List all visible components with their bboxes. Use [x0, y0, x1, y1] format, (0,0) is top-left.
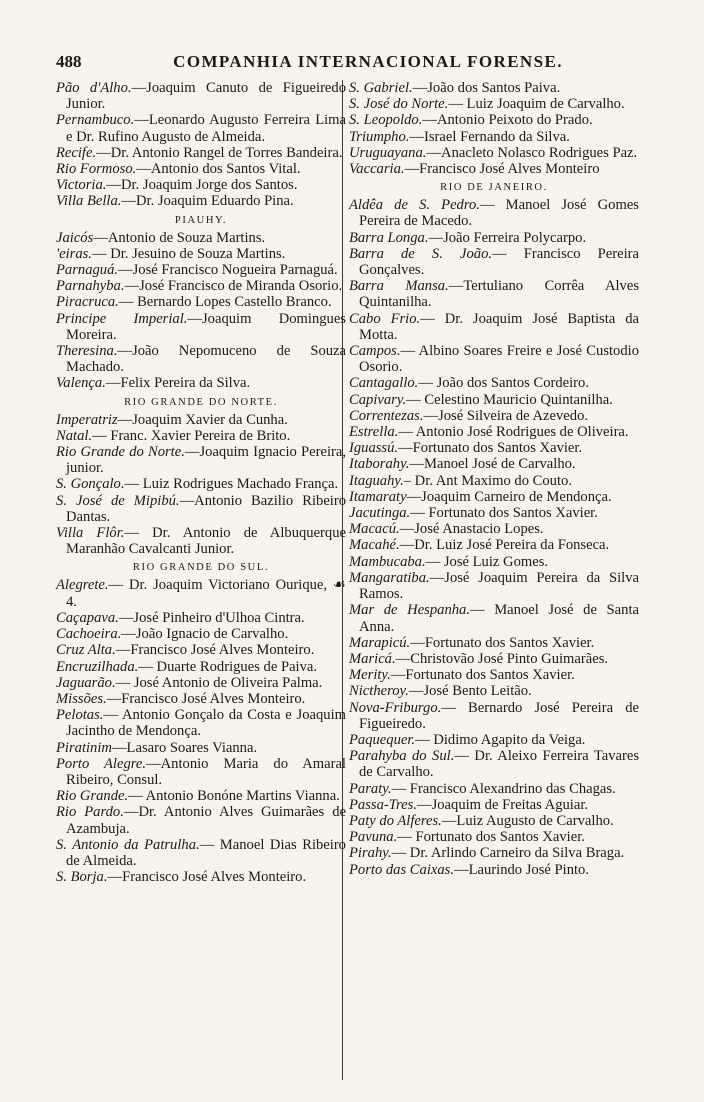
directory-entry: [349, 145, 639, 161]
directory-entry: [349, 96, 639, 112]
place-name: Principe Imperial.: [56, 310, 188, 327]
section-heading: RIO DE JANEIRO.: [440, 182, 548, 194]
right-column: [349, 80, 639, 878]
directory-entry: [56, 375, 346, 391]
directory-entry: [56, 525, 346, 557]
representative-name: —Leonardo Augusto Ferreira Lima e Dr. Rufino Augusto de Almeida.: [66, 112, 346, 145]
directory-entry: [349, 392, 639, 408]
representative-name: — Fortunato dos Santos Xavier.: [410, 505, 598, 522]
place-name: Mar de Hespanha.: [349, 602, 470, 619]
directory-entry: [349, 813, 639, 829]
place-name: Natal.: [56, 427, 93, 444]
place-name: Cabo Frio.: [349, 310, 421, 327]
place-name: S. Borja.: [56, 869, 108, 886]
place-name: Pão d'Alho.: [56, 80, 132, 96]
directory-entry: [56, 80, 346, 112]
place-name: S. José do Norte.: [349, 96, 449, 113]
representative-name: — Antonio José Rodrigues de Oliveira.: [398, 424, 629, 441]
directory-entry: [56, 145, 346, 161]
representative-name: —Manoel José de Carvalho.: [409, 456, 576, 473]
representative-name: — Manoel José Gomes Pereira de Macedo.: [359, 197, 639, 230]
page-number: 488: [56, 52, 82, 71]
representative-name: — Bernardo José Pereira de Figueiredo.: [359, 699, 639, 732]
directory-entry: [349, 230, 639, 246]
representative-name: — Francisco Alexandrino das Chagas.: [391, 780, 616, 797]
representative-name: —Joaquim Xavier da Cunha.: [117, 411, 288, 428]
directory-entry: [349, 456, 639, 472]
running-title: COMPANHIA INTERNACIONAL FORENSE.: [173, 52, 563, 71]
representative-name: —Antonio de Souza Martins.: [93, 229, 266, 246]
place-name: Uruguayana.: [349, 144, 427, 161]
directory-entry: [349, 554, 639, 570]
representative-name: —Antonio Maria do Amaral Ribeiro, Consul.: [66, 755, 346, 788]
directory-entry: [349, 197, 639, 229]
directory-entry: [349, 700, 639, 732]
representative-name: — Dr. Joaquim Victoriano Ourique, ☙ 4.: [66, 577, 346, 610]
representative-name: —Anacleto Nolasco Rodrigues Paz.: [426, 144, 638, 161]
representative-name: — Dr. Arlindo Carneiro da Silva Braga.: [391, 845, 625, 862]
representative-name: —Antonio Peixoto do Prado.: [422, 112, 593, 129]
place-name: Campos.: [349, 343, 401, 360]
place-name: Recife.: [56, 144, 97, 161]
representative-name: —Fortunato dos Santos Xavier.: [390, 667, 575, 684]
place-name: Barra Mansa.: [349, 278, 449, 295]
place-name: Pavuna.: [349, 829, 398, 846]
page-header: [56, 52, 646, 76]
representative-name: — João dos Santos Cordeiro.: [418, 375, 589, 392]
directory-entry: [349, 635, 639, 651]
directory-entry: [349, 161, 639, 177]
place-name: Cantagallo.: [349, 375, 419, 392]
representative-name: —Joaquim Domingues Moreira.: [66, 310, 346, 343]
place-name: Barra Longa.: [349, 229, 429, 246]
place-name: Imperatriz: [56, 411, 118, 428]
place-name: Paquequer.: [349, 731, 416, 748]
place-name: Mangaratiba.: [349, 569, 430, 586]
directory-entry: [56, 642, 346, 658]
representative-name: —Lasaro Soares Vianna.: [111, 739, 258, 756]
place-name: Porto das Caixas.: [349, 861, 454, 878]
directory-entry: [56, 493, 346, 525]
place-name: Barra de S. João.: [349, 245, 493, 262]
representative-name: —Laurindo José Pinto.: [454, 861, 589, 878]
place-name: Alegrete.: [56, 577, 109, 594]
place-name: Macahé.: [349, 537, 400, 554]
representative-name: —Felix Pereira da Silva.: [105, 375, 251, 392]
representative-name: —Antonio Bazilio Ribeiro Dantas.: [66, 492, 347, 525]
place-name: Rio Grande do Norte.: [56, 444, 185, 461]
directory-entry: [56, 691, 346, 707]
place-name: Cruz Alta.: [56, 642, 116, 659]
directory-entry: [349, 781, 639, 797]
representative-name: —Israel Fernando da Silva.: [409, 128, 570, 145]
representative-name: —José Anastacio Lopes.: [399, 521, 544, 538]
directory-entry: [349, 683, 639, 699]
directory-entry: [56, 610, 346, 626]
representative-name: — Antonio Bonóne Martins Vianna.: [128, 788, 340, 805]
directory-entry: [349, 797, 639, 813]
directory-entry: [56, 294, 346, 310]
directory-entry: [349, 570, 639, 602]
directory-entry: [56, 412, 346, 428]
representative-name: — Dr. Jesuino de Souza Martins.: [91, 245, 286, 262]
directory-entry: [56, 278, 346, 294]
directory-entry: [56, 804, 346, 836]
place-name: Encruzilhada.: [56, 658, 139, 675]
directory-entry: [56, 756, 346, 788]
directory-entry: [56, 626, 346, 642]
place-name: Vaccaria.: [349, 161, 405, 178]
directory-entry: [349, 667, 639, 683]
directory-entry: [349, 829, 639, 845]
place-name: Nictheroy.: [349, 683, 409, 700]
representative-name: —Antonio dos Santos Vital.: [136, 161, 301, 178]
representative-name: —Francisco José Alves Monteiro: [404, 161, 600, 178]
place-name: Mambucaba.: [349, 553, 426, 570]
place-name: Nova-Friburgo.: [349, 699, 442, 716]
representative-name: —Luiz Augusto de Carvalho.: [441, 812, 614, 829]
representative-name: —José Joaquim Pereira da Silva Ramos.: [359, 569, 639, 603]
directory-entry: [349, 489, 639, 505]
representative-name: —José Francisco Nogueira Parnaguá.: [118, 262, 338, 279]
place-name: Valença.: [56, 375, 106, 392]
directory-entry: [56, 476, 346, 492]
directory-entry: [349, 129, 639, 145]
directory-entry: [56, 675, 346, 691]
directory-entry: [349, 862, 639, 878]
place-name: Aldêa de S. Pedro.: [349, 197, 480, 214]
representative-name: — Celestino Mauricio Quintanilha.: [406, 391, 613, 408]
representative-name: — Manoel José de Santa Anna.: [359, 602, 639, 635]
place-name: Iguassú.: [349, 440, 399, 457]
representative-name: — Dr. Aleixo Ferreira Tavares de Carvalho.: [359, 748, 639, 781]
directory-entry: [349, 424, 639, 440]
left-column: [56, 80, 346, 885]
place-name: Cachoeira.: [56, 626, 122, 643]
place-name: Rio Formoso.: [56, 161, 137, 178]
representative-name: — Dr. Joaquim José Baptista da Motta.: [359, 310, 639, 343]
place-name: Parnaguá.: [56, 262, 119, 279]
directory-entry: [56, 193, 346, 209]
representative-name: —Dr. Joaquim Jorge dos Santos.: [106, 177, 298, 194]
place-name: Jacutinga.: [349, 505, 411, 522]
representative-name: — Didimo Agapito da Veiga.: [415, 731, 586, 748]
place-name: Capivary.: [349, 391, 407, 408]
representative-name: —Dr. Antonio Alves Guimarães de Azambuja.: [66, 804, 346, 837]
representative-name: — Dr. Antonio de Albuquerque Maranhão Cavalcanti Junior.: [66, 525, 346, 558]
representative-name: —Dr. Joaquim Eduardo Pina.: [121, 193, 294, 210]
place-name: 'eiras.: [56, 245, 92, 262]
representative-name: —João Ferreira Polycarpo.: [428, 229, 587, 246]
representative-name: —José Bento Leitão.: [408, 683, 532, 700]
directory-entry: [349, 505, 639, 521]
directory-entry: [349, 311, 639, 343]
place-name: Macacú.: [349, 521, 400, 538]
representative-name: —Joaquim Canuto de Figueiredo Junior.: [66, 80, 346, 113]
directory-entry: [349, 845, 639, 861]
place-name: Paraty.: [349, 780, 392, 797]
section-heading: RIO GRANDE DO SUL.: [132, 562, 270, 574]
representative-name: —João Ignacio de Carvalho.: [121, 626, 289, 643]
representative-name: —José Silveira de Azevedo.: [423, 407, 589, 424]
representative-name: —Joaquim Carneiro de Mendonça.: [406, 488, 612, 505]
representative-name: — Antonio Gonçalo da Costa e Joaquim Jacintho de Mendonça.: [66, 707, 346, 740]
representative-name: —João Nepomuceno de Souza Machado.: [66, 343, 346, 376]
place-name: Piracruca.: [56, 294, 119, 311]
place-name: S. José de Mipibú.: [56, 492, 180, 509]
representative-name: – Dr. Ant Maximo do Couto.: [403, 472, 572, 489]
representative-name: — Albino Soares Freire e José Custodio Osorio.: [359, 343, 639, 376]
place-name: S. Antonio da Patrulha.: [56, 836, 200, 853]
directory-entry: [349, 473, 639, 489]
directory-entry: [56, 788, 346, 804]
directory-entry: [349, 748, 639, 780]
directory-entry: [56, 112, 346, 144]
directory-entry: [349, 375, 639, 391]
place-name: Theresina.: [56, 343, 118, 360]
representative-name: —João dos Santos Paiva.: [412, 80, 561, 96]
representative-name: —Joaquim de Freitas Aguiar.: [416, 796, 589, 813]
directory-entry: [56, 343, 346, 375]
representative-name: —José Pinheiro d'Ulhoa Cintra.: [118, 609, 305, 626]
place-name: Piratinim: [56, 739, 112, 756]
directory-entry: [56, 262, 346, 278]
directory-entry: [56, 740, 346, 756]
place-name: Estrella.: [349, 424, 399, 441]
place-name: Maricá.: [349, 650, 396, 667]
directory-entry: [349, 112, 639, 128]
directory-entry: [349, 278, 639, 310]
representative-name: —Francisco José Alves Monteiro.: [106, 690, 306, 707]
place-name: Passa-Tres.: [349, 796, 417, 813]
place-name: Merity.: [349, 667, 391, 684]
directory-entry: [56, 444, 346, 476]
directory-entry: [56, 230, 346, 246]
place-name: Parahyba do Sul.: [349, 748, 455, 765]
place-name: Victoria.: [56, 177, 107, 194]
directory-entry: [56, 161, 346, 177]
representative-name: — Luiz Joaquim de Carvalho.: [448, 96, 625, 113]
representative-name: —Francisco José Alves Monteiro.: [115, 642, 315, 659]
place-name: Jaguarão.: [56, 674, 116, 691]
place-name: Jaicós: [56, 229, 94, 246]
place-name: Triumpho.: [349, 128, 410, 145]
representative-name: — Franc. Xavier Pereira de Brito.: [92, 427, 291, 444]
directory-entry: [56, 311, 346, 343]
place-name: Marapicú.: [349, 634, 411, 651]
place-name: Rio Pardo.: [56, 804, 124, 821]
directory-entry: [56, 428, 346, 444]
place-name: Parnahyba.: [56, 278, 125, 295]
representative-name: — José Luiz Gomes.: [425, 553, 549, 570]
representative-name: —Tertuliano Corrêa Alves Quintanilha.: [359, 278, 640, 311]
place-name: Caçapava.: [56, 609, 119, 626]
place-name: S. Leopoldo.: [349, 112, 423, 129]
representative-name: —Dr. Luiz José Pereira da Fonseca.: [399, 537, 610, 554]
directory-entry: [349, 343, 639, 375]
section-heading: RIO GRANDE DO NORTE.: [124, 396, 278, 408]
representative-name: —José Francisco de Miranda Osorio.: [124, 278, 343, 295]
representative-name: —Joaquim Ignacio Pereira, junior.: [66, 444, 346, 477]
place-name: Pelotas.: [56, 707, 104, 724]
directory-entry: [349, 440, 639, 456]
representative-name: — Duarte Rodrigues de Paiva.: [138, 658, 318, 675]
directory-entry: [349, 408, 639, 424]
directory-entry: [349, 80, 639, 96]
place-name: Porto Alegre.: [56, 755, 147, 772]
directory-entry: [349, 732, 639, 748]
place-name: Missões.: [56, 690, 107, 707]
directory-entry: [56, 837, 346, 869]
directory-entry: [349, 537, 639, 553]
directory-entry: [56, 707, 346, 739]
representative-name: — Luiz Rodrigues Machado França.: [124, 476, 339, 493]
directory-entry: [56, 659, 346, 675]
representative-name: — Bernardo Lopes Castello Branco.: [118, 294, 332, 311]
representative-name: — José Antonio de Oliveira Palma.: [115, 674, 323, 691]
representative-name: —Fortunato dos Santos Xavier.: [398, 440, 583, 457]
representative-name: — Manoel Dias Ribeiro de Almeida.: [66, 836, 346, 869]
representative-name: —Christovão José Pinto Guimarães.: [395, 650, 609, 667]
place-name: Paty do Alferes.: [349, 812, 442, 829]
directory-entry: [56, 177, 346, 193]
directory-entry: [56, 869, 346, 885]
place-name: Correntezas.: [349, 407, 424, 424]
place-name: Villa Bella.: [56, 193, 122, 210]
place-name: Villa Flôr.: [56, 525, 125, 542]
place-name: S. Gabriel.: [349, 80, 413, 96]
place-name: Itaguahy.: [349, 472, 404, 489]
directory-entry: [349, 246, 639, 278]
directory-entry: [56, 246, 346, 262]
directory-entry: [349, 521, 639, 537]
directory-entry: [349, 602, 639, 634]
directory-entry: [56, 577, 346, 609]
section-heading: PIAUHY.: [174, 214, 228, 226]
representative-name: —Fortunato dos Santos Xavier.: [410, 634, 595, 651]
place-name: Pernambuco.: [56, 112, 135, 129]
place-name: Pirahy.: [349, 845, 392, 862]
representative-name: — Fortunato dos Santos Xavier.: [397, 829, 585, 846]
representative-name: — Francisco Pereira Gonçalves.: [359, 245, 639, 279]
place-name: S. Gonçalo.: [56, 476, 125, 493]
representative-name: —Dr. Antonio Rangel de Torres Bandeira.: [96, 144, 343, 161]
directory-entry: [349, 651, 639, 667]
place-name: Itamaraty: [349, 488, 407, 505]
place-name: Itaborahy.: [349, 456, 410, 473]
place-name: Rio Grande.: [56, 788, 129, 805]
representative-name: —Francisco José Alves Monteiro.: [107, 869, 307, 886]
